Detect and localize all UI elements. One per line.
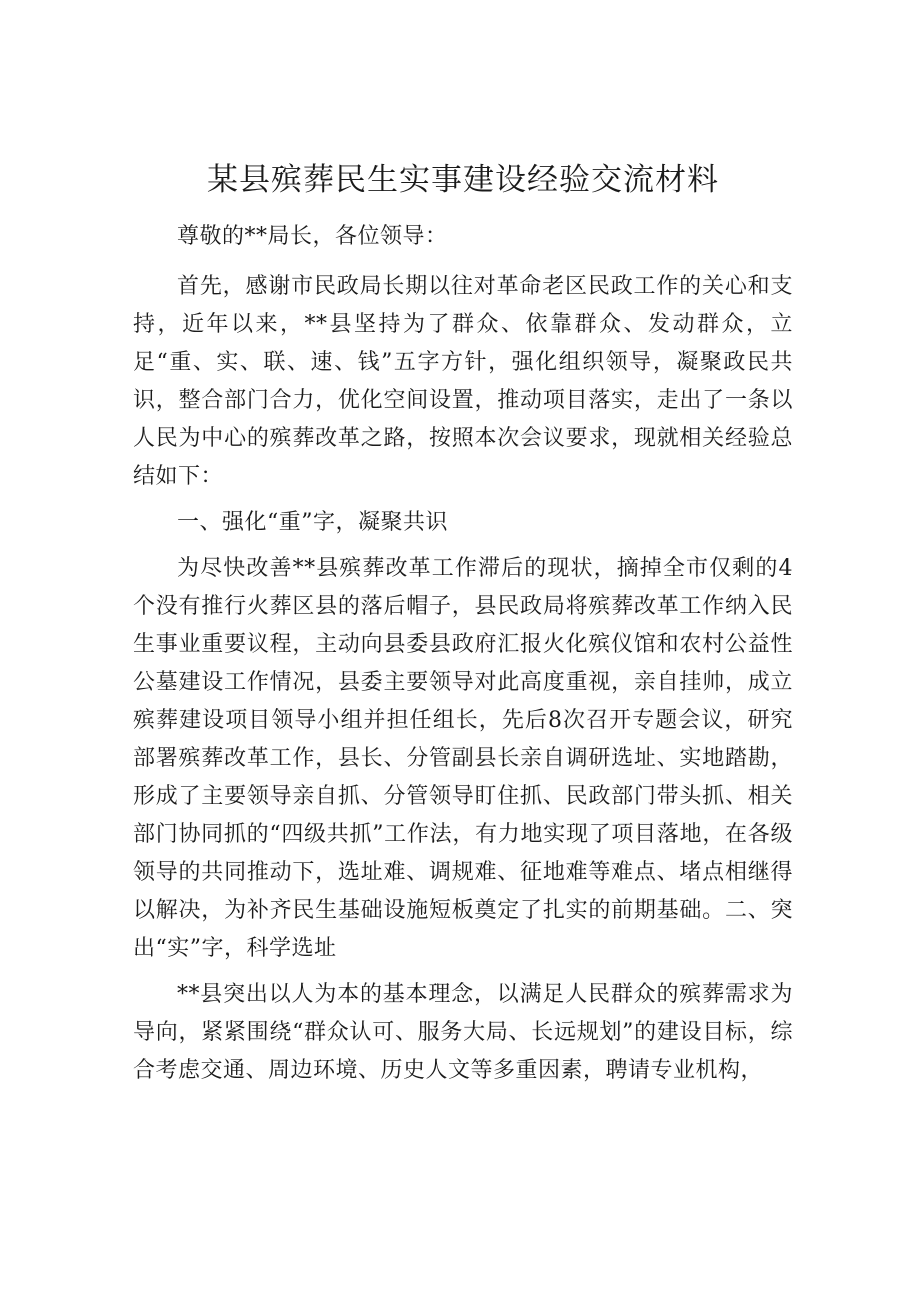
document-page — [133, 150, 793, 1098]
document-title: 某县殡葬民生实事建设经验交流材料 — [207, 162, 719, 198]
paragraph-section-1: 为尽快改善**县殡葬改革工作滞后的现状，摘掉全市仅剩的4个没有推行火葬区县的落后帽子，县民政局将殡葬改革工作纳入民生事业重要议程，主动向县委县政府汇报火化殡仪馆和农村公益性公墓建设工作情况，县委主要领导对此高度重视，亲自挂帅，成立殡葬建设项目领导小组并担任组长，先后8次召开专题会议，研究部署殡葬改革工作，县长、分管副县长亲自调研选址、实地踏勘，形成了主要领导亲自抓、分管领导盯住抓、民政部门带头抓、相关部门协同抓的“四级共抓”工作法，有力地实现了项目落地，在各级领导的共同推动下，选址难、调规难、征地难等难点、堵点相继得以解决，为补齐民生基础设施短板奠定了扎实的前期基础。二、突出“实”字，科学选址 — [133, 556, 793, 961]
section-heading-1: 一、强化“重”字，凝聚共识 — [177, 510, 448, 535]
salutation: 尊敬的**局长，各位领导： — [177, 224, 448, 249]
paragraph-section-2: **县突出以人为本的基本理念，以满足人民群众的殡葬需求为导向，紧紧围绕“群众认可、服务大局、长远规划”的建设目标，综合考虑交通、周边环境、历史人文等多重因素，聘请专业机构， — [133, 982, 793, 1083]
paragraph-intro: 首先，感谢市民政局长期以往对革命老区民政工作的关心和支持，近年以来，**县坚持为了群众、依靠群众、发动群众，立足“重、实、联、速、钱”五字方针，强化组织领导，凝聚政民共识，整合部门合力，优化空间设置，推动项目落实，走出了一条以人民为中心的殡葬改革之路，按照本次会议要求，现就相关经验总结如下： — [133, 274, 793, 489]
